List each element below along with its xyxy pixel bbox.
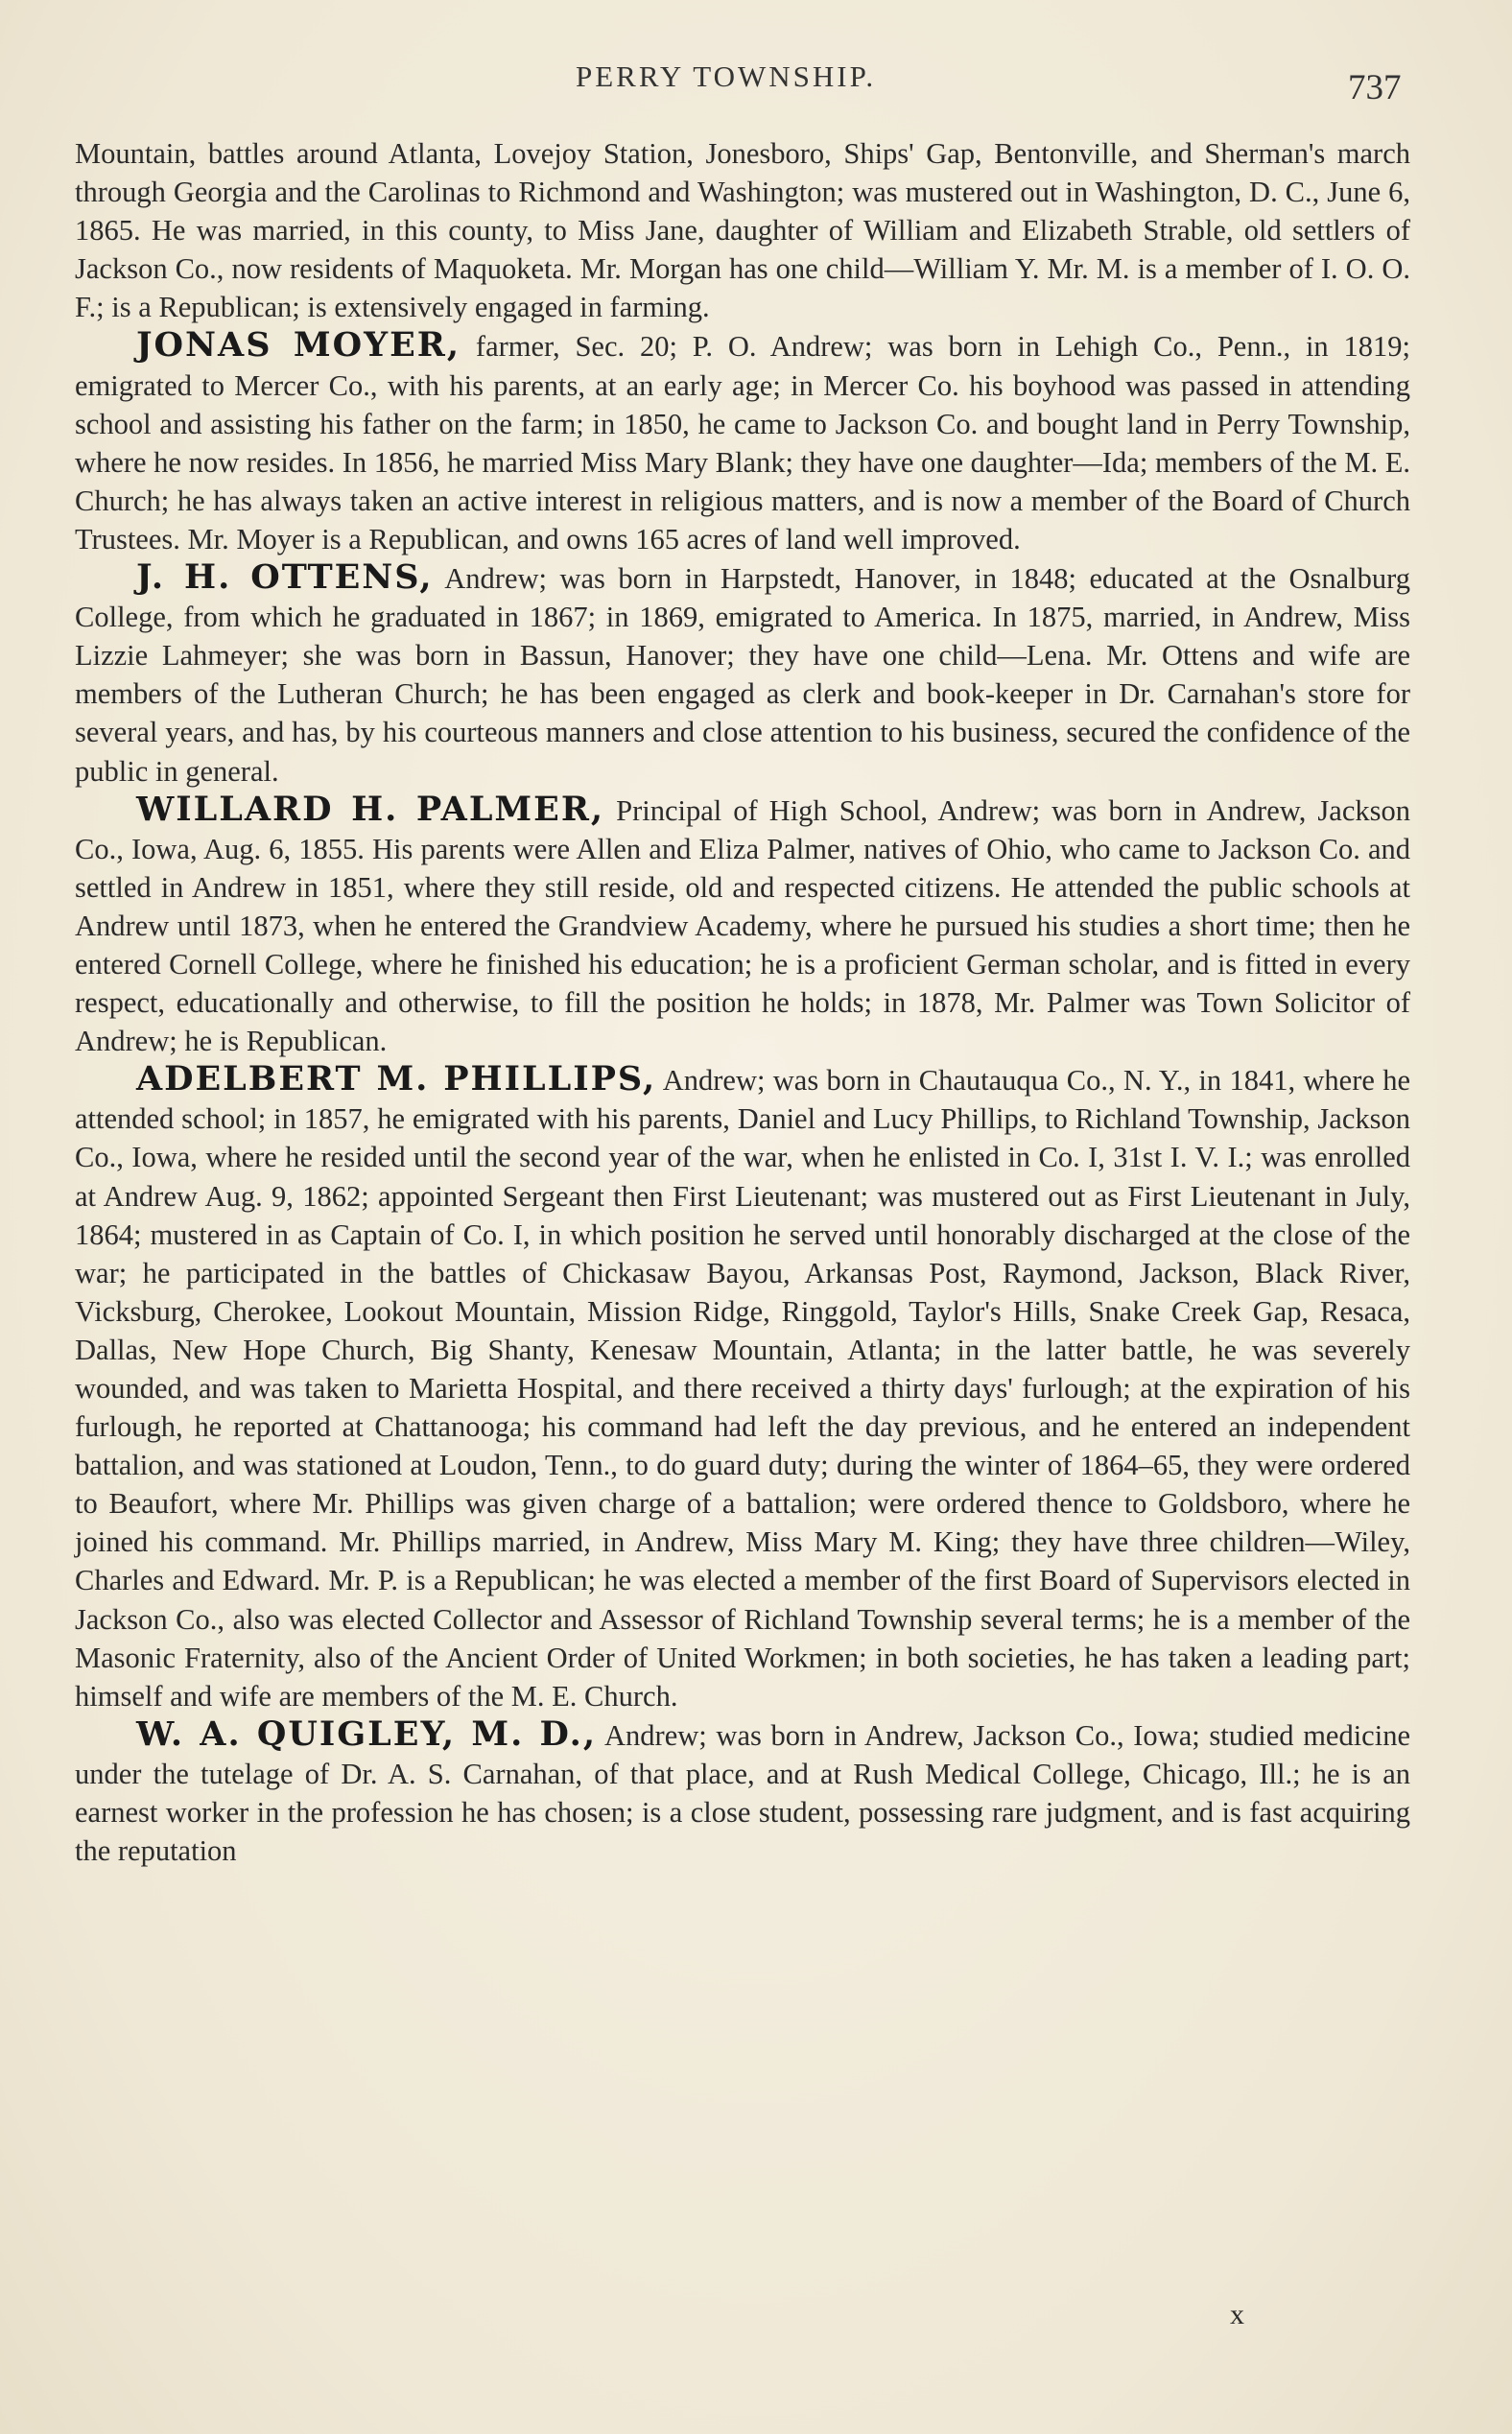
entry-text: Andrew; was born in Andrew, Jackson Co., Iowa; studied medicine under the tutelage of Dr. A. S. Carnahan, of that place, and at Rush Medical College, Chicago, Ill.; he is an earnest worker in the profession he has chosen; is a close student, possessing rare judgment, and is fast acquiring the reputation: [75, 1718, 1410, 1868]
entry-text: Principal of High School, Andrew; was born in Andrew, Jackson Co., Iowa, Aug. 6, 1855. His parents were Allen and Eliza Palmer, natives of Ohio, who came to Jackson Co. and settled in Andrew in 1851, where they still reside, old and respected citizens. He attended the public schools at Andrew until 1873, when he entered the Grandview Academy, where he pursued his studies a short time; then he entered Cornell College, where he finished his education; he is a proficient German scholar, and is fitted in every respect, educationally and otherwise, to fill the position he holds; in 1878, Mr. Palmer was Town Solicitor of Andrew; he is Republican.: [75, 793, 1410, 1058]
entry-name: W. A. QUIGLEY, M. D.,: [136, 1713, 598, 1754]
biography-entry: [75, 558, 1410, 791]
entry-name: J. H. OTTENS,: [136, 557, 434, 598]
entry-text: Andrew; was born in Harpstedt, Hanover, in 1848; educated at the Osnalburg College, from which he graduated in 1867; in 1869, emigrated to America. In 1875, married, in Andrew, Miss Lizzie Lahmeyer; she was born in Bassun, Hanover; they have one child—Lena. Mr. Ottens and wife are members of the Lutheran Church; he has been engaged as clerk and book-keeper in Dr. Carnahan's store for several years, and has, by his courteous manners and close attention to his business, secured the confidence of the public in general.: [75, 562, 1410, 788]
page-number: 737: [1348, 68, 1402, 107]
signature-mark: x: [1230, 2299, 1244, 2330]
entry-text: Andrew; was born in Chautauqua Co., N. Y., in 1841, where he attended school; in 1857, he emigrated with his parents, Daniel and Lucy Phillips, to Richland Township, Jackson Co., Iowa, where he resided until the second year of the war, when he enlisted in Co. I, 31st I. V. I.; was enrolled at Andrew Aug. 9, 1862; appointed Sergeant then First Lieutenant; was mustered out as First Lieutenant in July, 1864; mustered in as Captain of Co. I, in which position he served until honorably discharged at the close of the war; he participated in the battles of Chickasaw Bayou, Arkansas Post, Raymond, Jackson, Black River, Vicksburg, Cherokee, Lookout Mountain, Mission Ridge, Ringgold, Taylor's Hills, Snake Creek Gap, Resaca, Dallas, New Hope Church, Big Shanty, Kenesaw Mountain, Atlanta; in the latter battle, he was severely wounded, and was taken to Marietta Hospital, and there received a thirty days' furlough; at the expiration of his furlough, he reported at Chattanooga; his command had left the day previous, and he entered an independent battalion, and was stationed at Loudon, Tenn., to do guard duty; during the winter of 1864–65, they were ordered to Beaufort, where Mr. Phillips was given charge of a battalion; were ordered thence to Goldsboro, where he joined his command. Mr. Phillips married, in Andrew, Miss Mary M. King; they have three children—Wiley, Charles and Edward. Mr. P. is a Republican; he was elected a member of the first Board of Supervisors elected in Jackson Co., also was elected Collector and Assessor of Richland Township several terms; he is a member of the Masonic Fraternity, also of the Ancient Order of United Workmen; in both societies, he has taken a leading part; himself and wife are members of the M. E. Church.: [75, 1064, 1410, 1713]
biography-entry: [75, 1715, 1410, 1870]
entry-name: ADELBERT M. PHILLIPS,: [136, 1059, 657, 1099]
continuation-paragraph: Mountain, battles around Atlanta, Lovejoy Station, Jonesboro, Ships' Gap, Bentonville, and Sherman's march through Georgia and the Carolinas to Richmond and Washington; was mustered out in Washington, D. C., June 6, 1865. He was married, in this county, to Miss Jane, daughter of William and Elizabeth Strable, old settlers of Jackson Co., now residents of Maquoketa. Mr. Morgan has one child—William Y. Mr. M. is a member of I. O. O. F.; is a Republican; is extensively engaged in farming.: [75, 137, 1410, 324]
entry-name: JONAS MOYER,: [136, 325, 461, 366]
body-text: [75, 134, 1410, 1870]
entry-text: farmer, Sec. 20; P. O. Andrew; was born in Lehigh Co., Penn., in 1819; emigrated to Mercer Co., with his parents, at an early age; in Mercer Co. his boyhood was passed in attending school and assisting his father on the farm; in 1850, he came to Jackson Co. and bought land in Perry Township, where he now resides. In 1856, he married Miss Mary Blank; they have one daughter—Ida; members of the M. E. Church; he has always taken an active interest in religious matters, and is now a member of the Board of Church Trustees. Mr. Moyer is a Republican, and owns 165 acres of land well improved.: [75, 330, 1411, 555]
biography-entry: [75, 791, 1410, 1061]
running-header: PERRY TOWNSHIP.: [576, 59, 877, 93]
biography-entry: [75, 326, 1410, 558]
entry-name: WILLARD H. PALMER,: [136, 789, 605, 829]
biography-entry: [75, 1060, 1410, 1715]
